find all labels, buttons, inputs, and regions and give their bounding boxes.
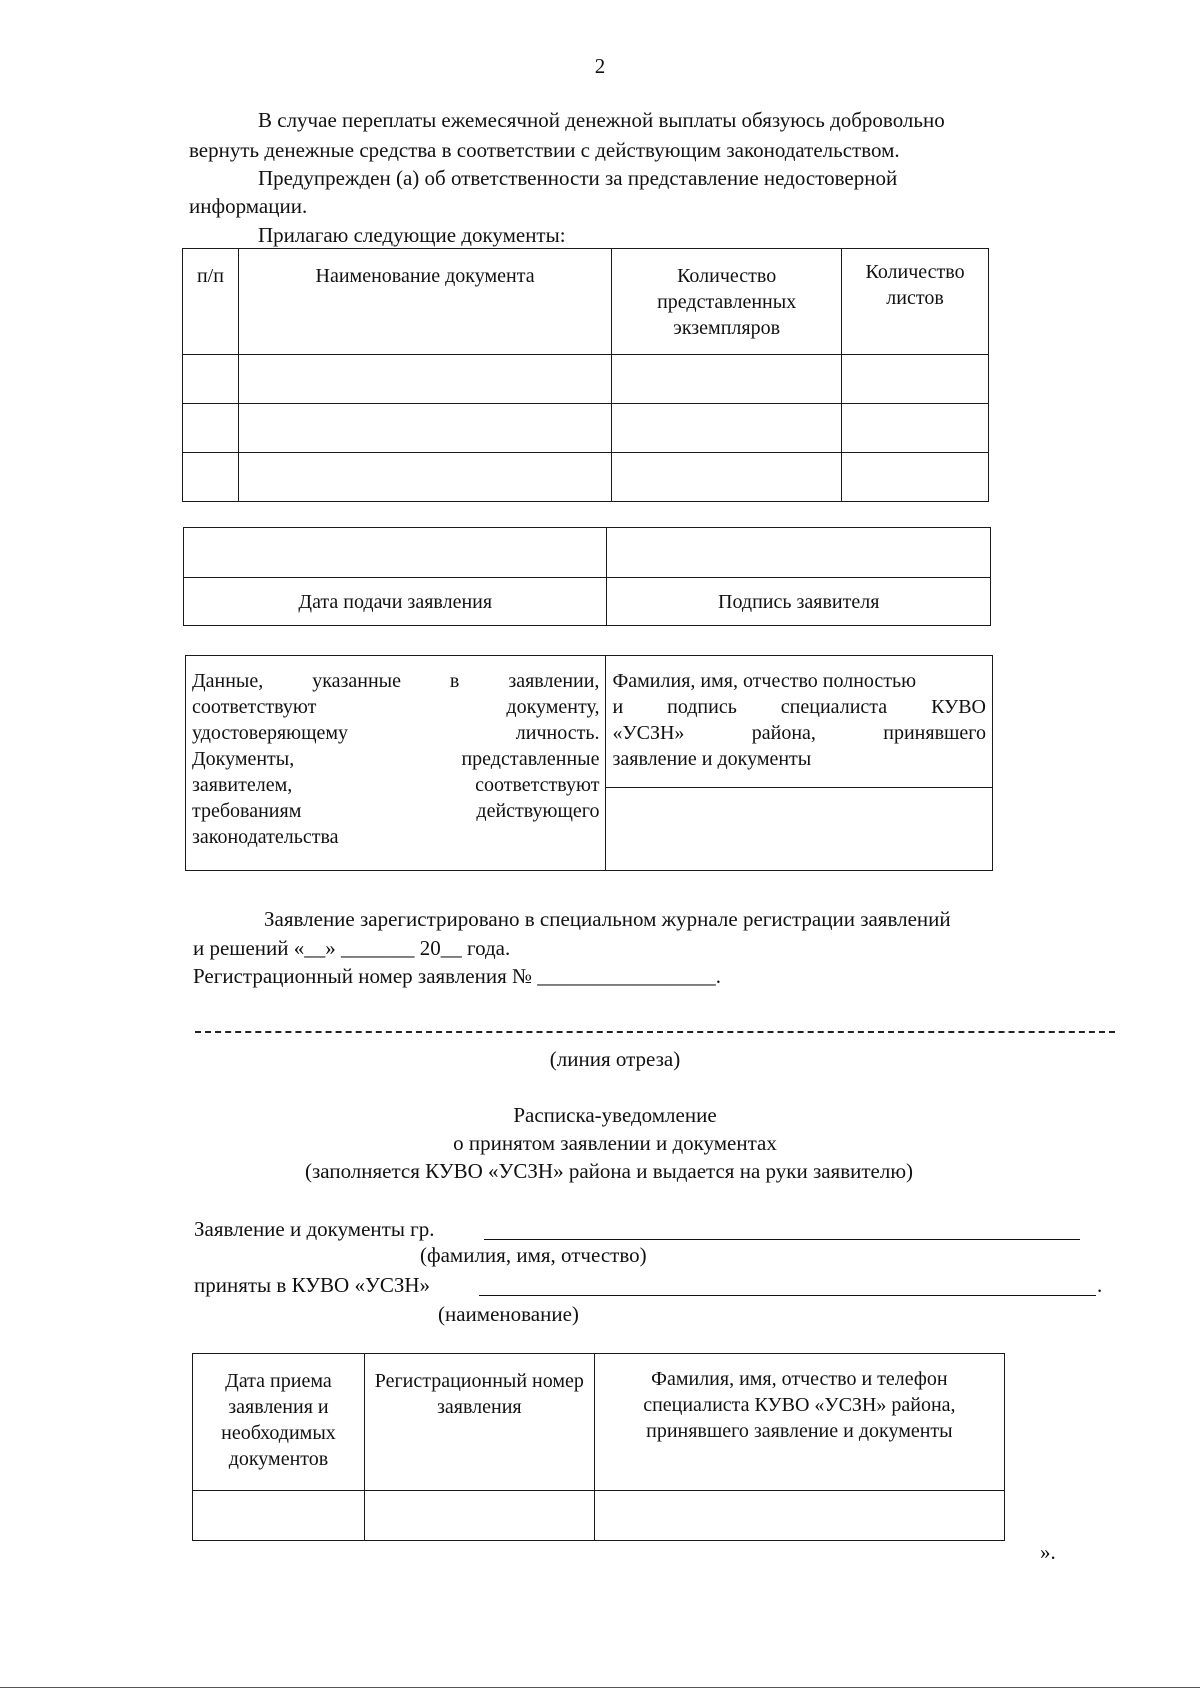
word: Фамилия, имя, отчество полностью [612, 670, 917, 692]
word: указанные [312, 670, 401, 692]
header-receipt-date: Дата приема заявления и необходимых документов [193, 1354, 365, 1491]
verification-table [185, 655, 993, 871]
paragraph-warning-line2: информации. [189, 194, 308, 218]
table-row [183, 404, 989, 453]
specialist-signature-field[interactable] [606, 788, 993, 871]
verification-statement [186, 656, 606, 871]
header-copies-count: Количество представленных экземпляров [612, 249, 842, 355]
signature-field[interactable] [607, 528, 991, 578]
table-cell[interactable] [238, 404, 611, 453]
word: и [612, 696, 624, 718]
specialist-caption [606, 656, 993, 788]
organization-name-field[interactable] [479, 1295, 1096, 1296]
table-cell[interactable] [612, 453, 842, 502]
word: документу, [506, 696, 600, 718]
table-cell[interactable] [183, 453, 239, 502]
table-cell[interactable] [238, 355, 611, 404]
page-bottom-rule [0, 1687, 1200, 1688]
word: КУВО [931, 696, 986, 718]
header-sheets-count: Количество листов [842, 249, 989, 355]
word: личность. [515, 722, 600, 744]
applicant-caption: (фамилия, имя, отчество) [420, 1243, 647, 1267]
table-cell[interactable] [842, 355, 989, 404]
header-specialist: Фамилия, имя, отчество и телефон специалиста КУВО «УСЗН» района, принявшего заявление и документы [594, 1354, 1004, 1491]
signature-table [183, 527, 991, 626]
header-number: п/п [183, 249, 239, 355]
word: Данные, [192, 670, 264, 692]
registration-number: Регистрационный номер заявления № _________________. [193, 964, 722, 988]
accepted-caption: (наименование) [438, 1302, 579, 1326]
period: . [1097, 1273, 1103, 1297]
signature-label: Подпись заявителя [607, 578, 991, 626]
word: соответствуют [192, 696, 317, 718]
date-field[interactable] [184, 528, 607, 578]
word: заявителем, [192, 774, 293, 796]
header-registration-number: Регистрационный номер заявления [364, 1354, 594, 1491]
registration-number-field[interactable] [364, 1491, 594, 1541]
word: «УСЗН» [612, 722, 685, 744]
attachments-intro: Прилагаю следующие документы: [258, 223, 566, 247]
word: заявлении, [508, 670, 600, 692]
documents-table [182, 248, 989, 502]
word: требованиям [192, 800, 302, 822]
applicant-label: Заявление и документы гр. [194, 1217, 435, 1241]
table-cell[interactable] [842, 453, 989, 502]
word: принявшего [883, 722, 986, 744]
paragraph-overpayment-line1: В случае переплаты ежемесячной денежной выплаты обязуюсь добровольно [258, 108, 945, 132]
table-row [183, 453, 989, 502]
paragraph-warning-line1: Предупрежден (а) об ответственности за представление недостоверной [258, 166, 898, 190]
table-row [183, 355, 989, 404]
word: Документы, [192, 748, 295, 770]
cut-line-label: (линия отреза) [549, 1047, 681, 1071]
documents-table-header [183, 249, 989, 355]
specialist-field[interactable] [594, 1491, 1004, 1541]
word: представленные [461, 748, 600, 770]
word: специалиста [780, 696, 888, 718]
date-label: Дата подачи заявления [184, 578, 607, 626]
table-cell[interactable] [842, 404, 989, 453]
applicant-name-field[interactable] [484, 1239, 1080, 1240]
receipt-subtitle: о принятом заявлении и документах [453, 1131, 777, 1155]
table-cell[interactable] [612, 404, 842, 453]
receipt-table [192, 1353, 1005, 1541]
word: в [449, 670, 460, 692]
word: района, [751, 722, 816, 744]
accepted-label: приняты в КУВО «УСЗН» [194, 1273, 431, 1297]
page-number: 2 [594, 54, 606, 78]
table-cell[interactable] [612, 355, 842, 404]
table-cell[interactable] [238, 453, 611, 502]
registration-line1: Заявление зарегистрировано в специальном журнале регистрации заявлений [264, 907, 951, 931]
table-cell[interactable] [183, 355, 239, 404]
receipt-date-field[interactable] [193, 1491, 365, 1541]
word: подпись [667, 696, 737, 718]
closing-quote: ». [1040, 1540, 1056, 1564]
word: действующего [476, 800, 600, 822]
header-document-name: Наименование документа [238, 249, 611, 355]
word: соответствуют [475, 774, 600, 796]
word: законодательства [192, 826, 339, 848]
registration-line2: и решений «__» _______ 20__ года. [193, 936, 511, 960]
paragraph-overpayment-line2: вернуть денежные средства в соответствии с действующим законодательством. [189, 138, 900, 162]
receipt-note: (заполняется КУВО «УСЗН» района и выдается на руки заявителю) [305, 1159, 914, 1183]
table-cell[interactable] [183, 404, 239, 453]
word: заявление и документы [612, 748, 812, 770]
cut-line [195, 1031, 1115, 1033]
word: удостоверяющему [192, 722, 349, 744]
receipt-title: Расписка-уведомление [513, 1103, 717, 1127]
